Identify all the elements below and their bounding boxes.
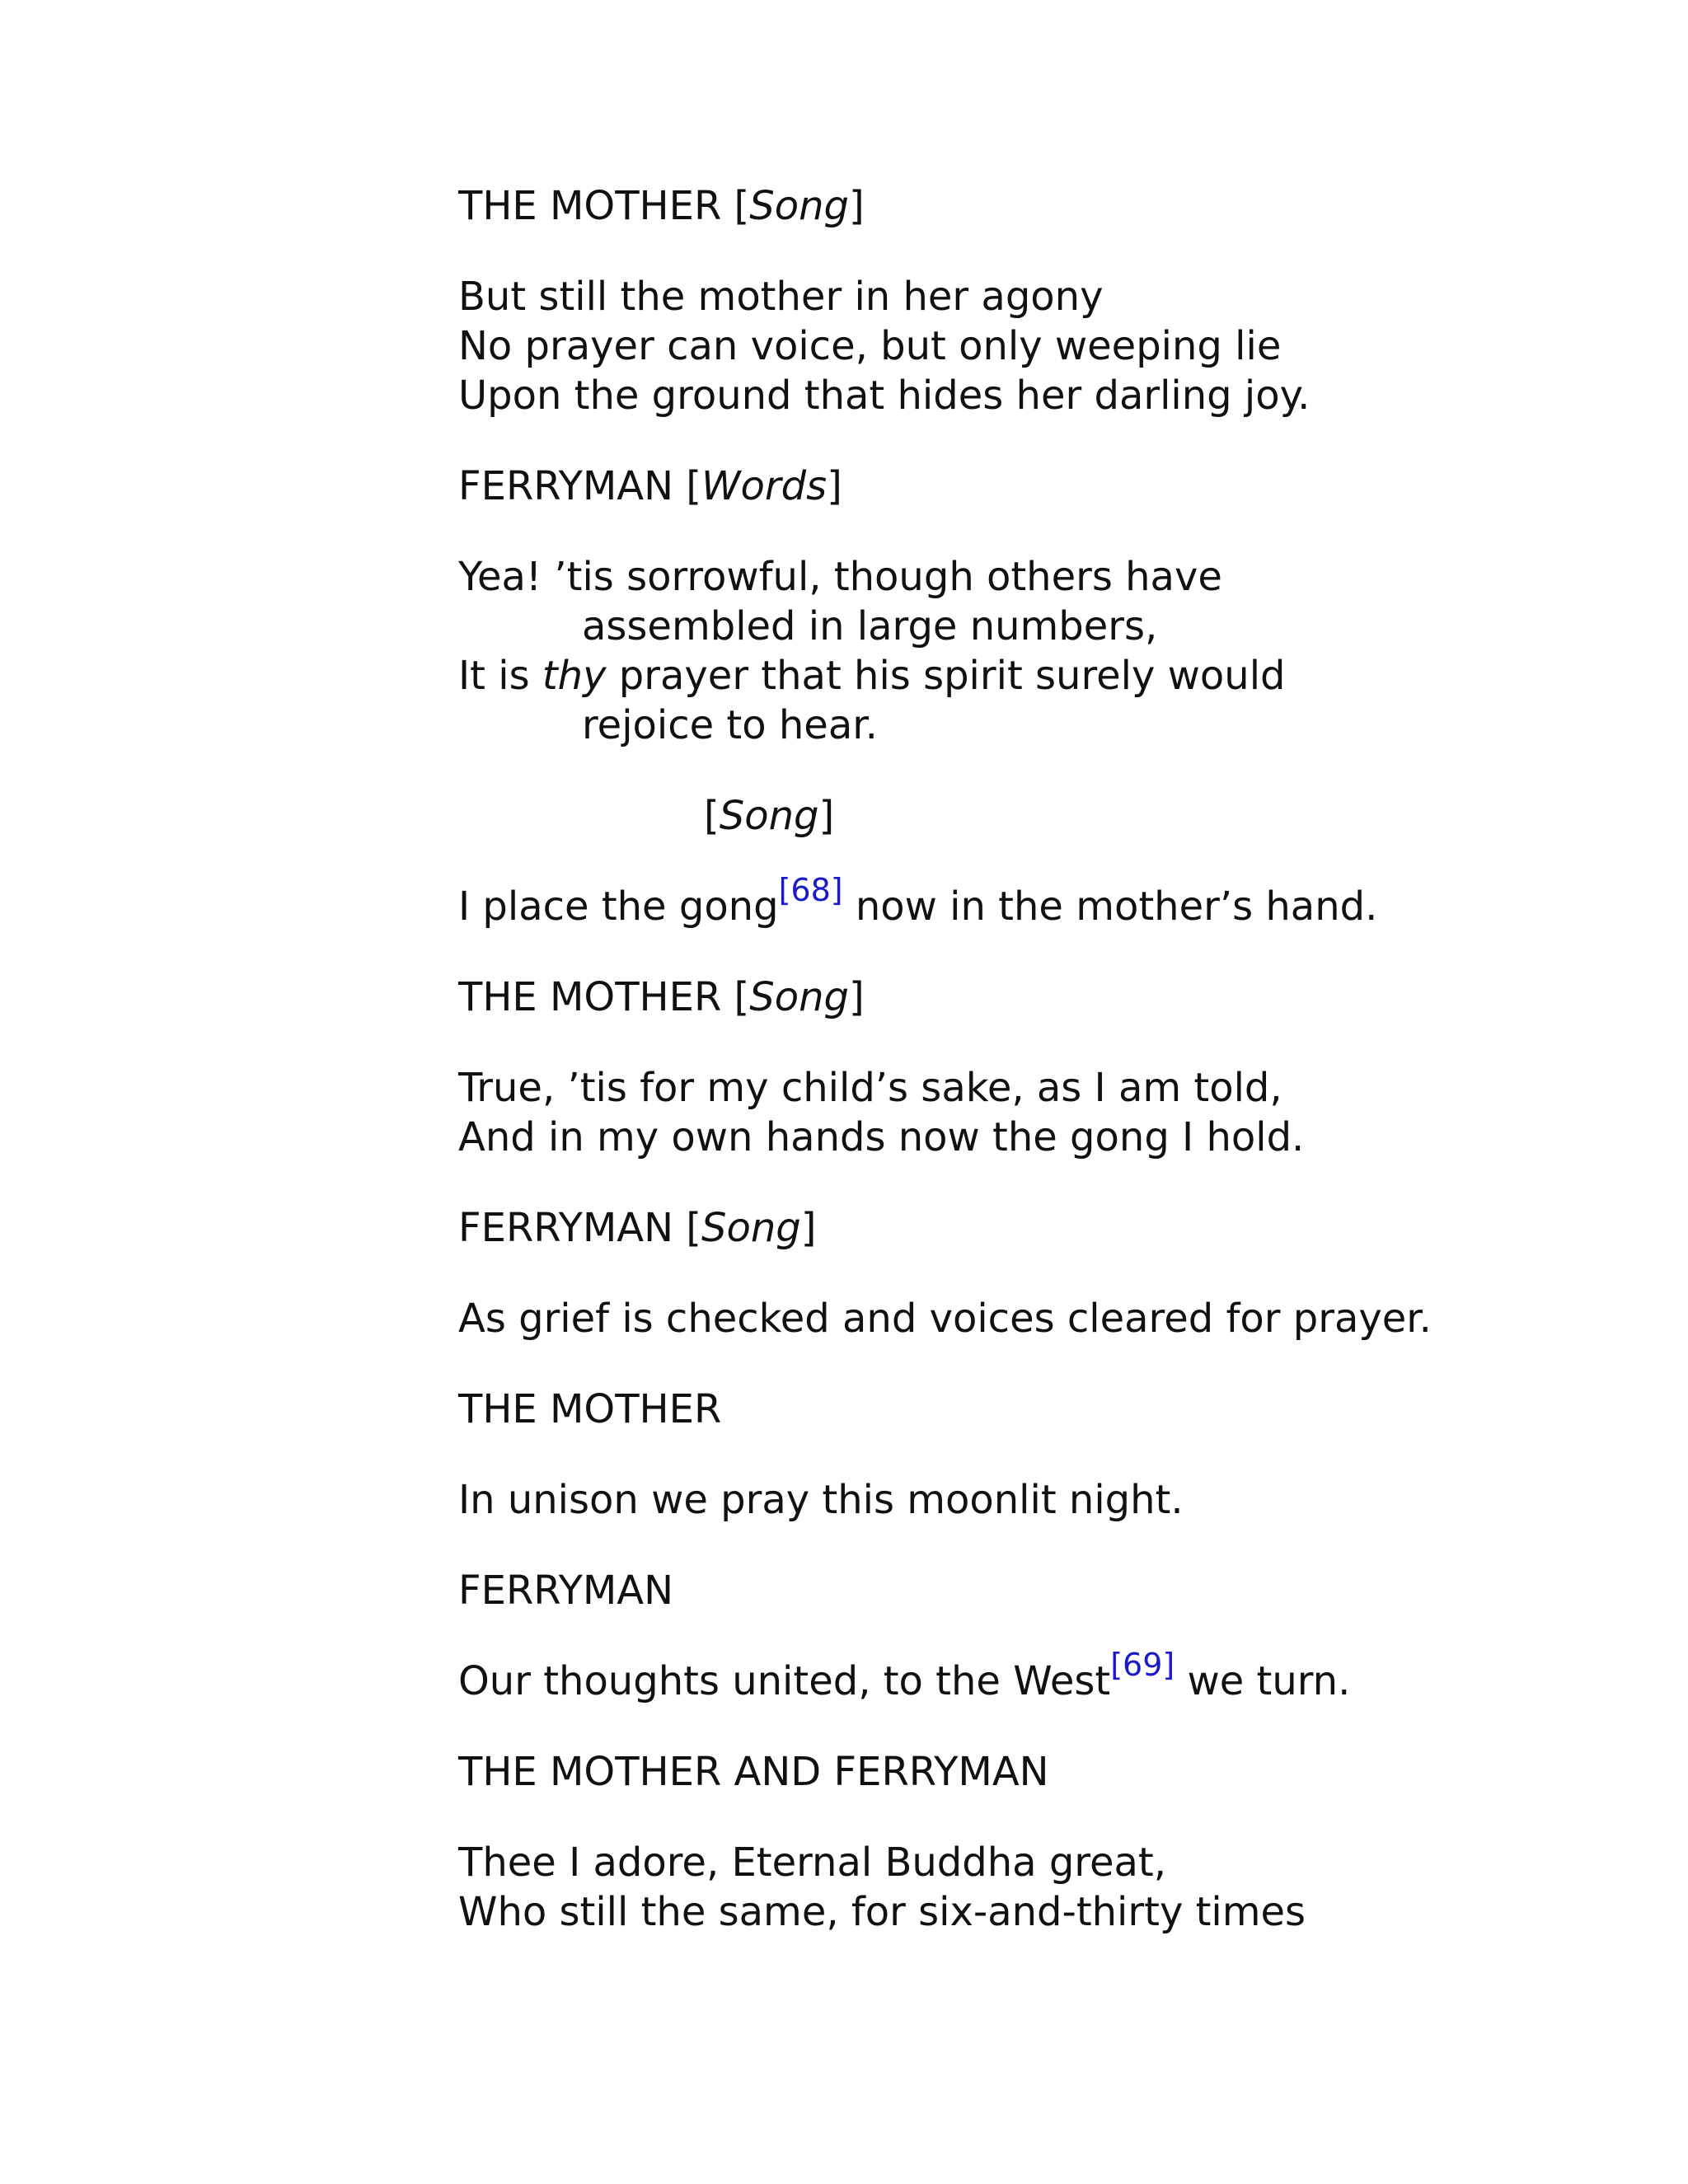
speaker-heading: FERRYMAN [Words]: [458, 463, 842, 509]
speaker-heading: THE MOTHER AND FERRYMAN: [458, 1749, 1049, 1795]
verse-line: I place the gong[68] now in the mother’s hand.: [458, 872, 1378, 930]
verse-line: But still the mother in her agony: [458, 274, 1104, 320]
verse-line: True, ’tis for my child’s sake, as I am told,: [458, 1065, 1282, 1111]
verse-line: Thee I adore, Eternal Buddha great,: [458, 1840, 1167, 1886]
verse-stanza: [458, 272, 1530, 420]
verse-line-continued: assembled in large numbers,: [582, 603, 1158, 649]
verse-line: As grief is checked and voices cleared for prayer.: [458, 1296, 1432, 1342]
stage-cue-centered: [Song]: [704, 793, 835, 839]
stage-cue: Song: [749, 183, 850, 229]
verse-stanza: [458, 872, 1530, 931]
verse-line: No prayer can voice, but only weeping lie: [458, 323, 1282, 369]
verse-line: In unison we pray this moonlit night.: [458, 1477, 1184, 1523]
speaker-heading: THE MOTHER [Song]: [458, 974, 865, 1020]
footnote-link[interactable]: [68]: [778, 872, 843, 908]
stage-cue: Words: [701, 463, 828, 509]
footnote-link[interactable]: [69]: [1110, 1647, 1175, 1683]
speaker-heading: FERRYMAN: [458, 1568, 674, 1614]
verse-stanza: [458, 552, 1530, 750]
verse-stanza: [458, 1838, 1530, 1937]
verse-stanza: [458, 1063, 1530, 1162]
verse-stanza: [458, 1294, 1530, 1343]
play-text: [458, 181, 1530, 1978]
emphasis: thy: [542, 653, 607, 699]
stage-cue: Song: [719, 793, 819, 839]
verse-line: And in my own hands now the gong I hold.: [458, 1114, 1305, 1160]
stage-cue: Song: [701, 1205, 801, 1251]
verse-line: Upon the ground that hides her darling joy.: [458, 373, 1311, 419]
stage-cue: Song: [749, 974, 850, 1020]
speaker-heading: THE MOTHER: [458, 1386, 722, 1432]
verse-line: Our thoughts united, to the West[69] we turn.: [458, 1647, 1351, 1704]
verse-line: Who still the same, for six-and-thirty times: [458, 1889, 1306, 1935]
speaker-heading: FERRYMAN [Song]: [458, 1205, 817, 1251]
verse-line: Yea! ’tis sorrowful, though others have: [458, 554, 1222, 600]
verse-stanza: [458, 1475, 1530, 1525]
verse-stanza: [458, 1647, 1530, 1706]
speaker-heading: THE MOTHER [Song]: [458, 183, 865, 229]
verse-line-continued: rejoice to hear.: [582, 702, 878, 748]
verse-line: It is thy prayer that his spirit surely would: [458, 653, 1286, 699]
